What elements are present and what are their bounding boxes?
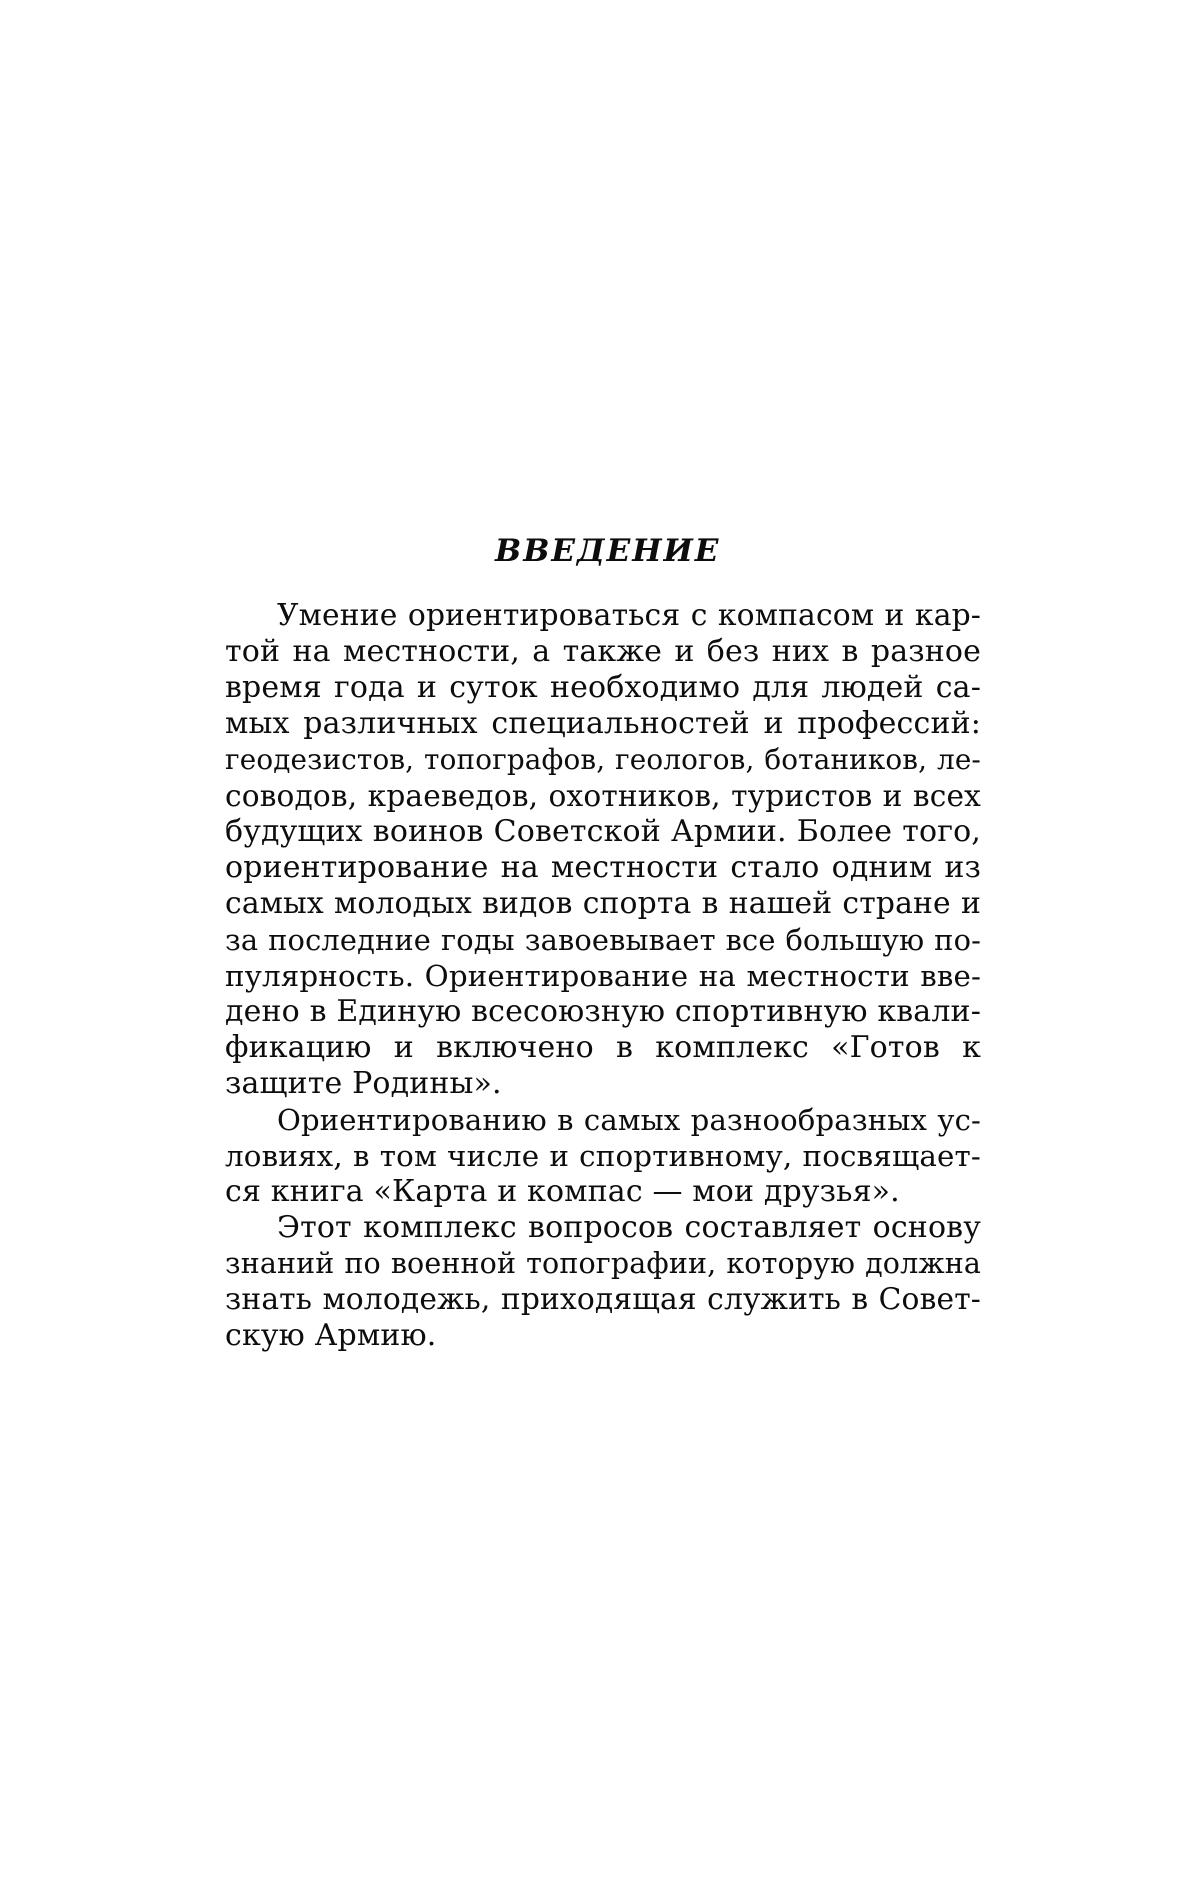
paragraph-3-line-3: знать молодежь, приходящая служить в Совет- xyxy=(225,1282,981,1317)
paragraph-3-line-1: Этот комплекс вопросов составляет основу xyxy=(277,1210,981,1245)
paragraph-1-line-3: время года и суток необходимо для людей са- xyxy=(225,670,981,705)
paragraph-1-line-4: мых различных специальностей и профессий: xyxy=(225,706,981,741)
paragraph-1-line-1: Умение ориентироваться с компасом и кар- xyxy=(277,598,981,633)
body-text xyxy=(225,598,981,1354)
paragraph-1-line-2: той на местности, а также и без них в разное xyxy=(225,634,981,669)
chapter-heading: ВВЕДЕНИЕ xyxy=(495,533,721,569)
paragraph-1-line-13: фикацию и включено в комплекс «Готов к xyxy=(225,1030,981,1065)
paragraph-2-line-1: Ориентированию в самых разнообразных ус- xyxy=(277,1103,981,1137)
paragraph-1-line-5: геодезистов, топографов, геологов, ботаников, ле- xyxy=(225,743,981,776)
paragraph-1-line-7: будущих воинов Советской Армии. Более того, xyxy=(225,814,981,849)
paragraph-3-line-2: знаний по военной топографии, которую должна xyxy=(225,1247,981,1280)
paragraph-2-line-3: ся книга «Карта и компас — мои друзья». xyxy=(225,1174,900,1209)
paragraph-1-line-6: соводов, краеведов, охотников, туристов и всех xyxy=(225,778,981,813)
paragraph-1-line-10: за последние годы завоевывает все большую по- xyxy=(225,923,981,957)
paragraph-1-line-11: пулярность. Ориентирование на местности вве- xyxy=(225,959,981,993)
paragraph-1-line-9: самых молодых видов спорта в нашей стране и xyxy=(225,886,981,921)
paragraph-1-line-14: защите Родины». xyxy=(225,1066,502,1101)
paragraph-2-line-2: ловиях, в том числе и спортивному, посвящает- xyxy=(225,1139,981,1173)
paragraph-3-line-4: скую Армию. xyxy=(225,1318,437,1353)
paragraph-1-line-12: дено в Единую всесоюзную спортивную квали- xyxy=(225,994,981,1029)
paragraph-1-line-8: ориентирование на местности стало одним из xyxy=(225,850,981,885)
